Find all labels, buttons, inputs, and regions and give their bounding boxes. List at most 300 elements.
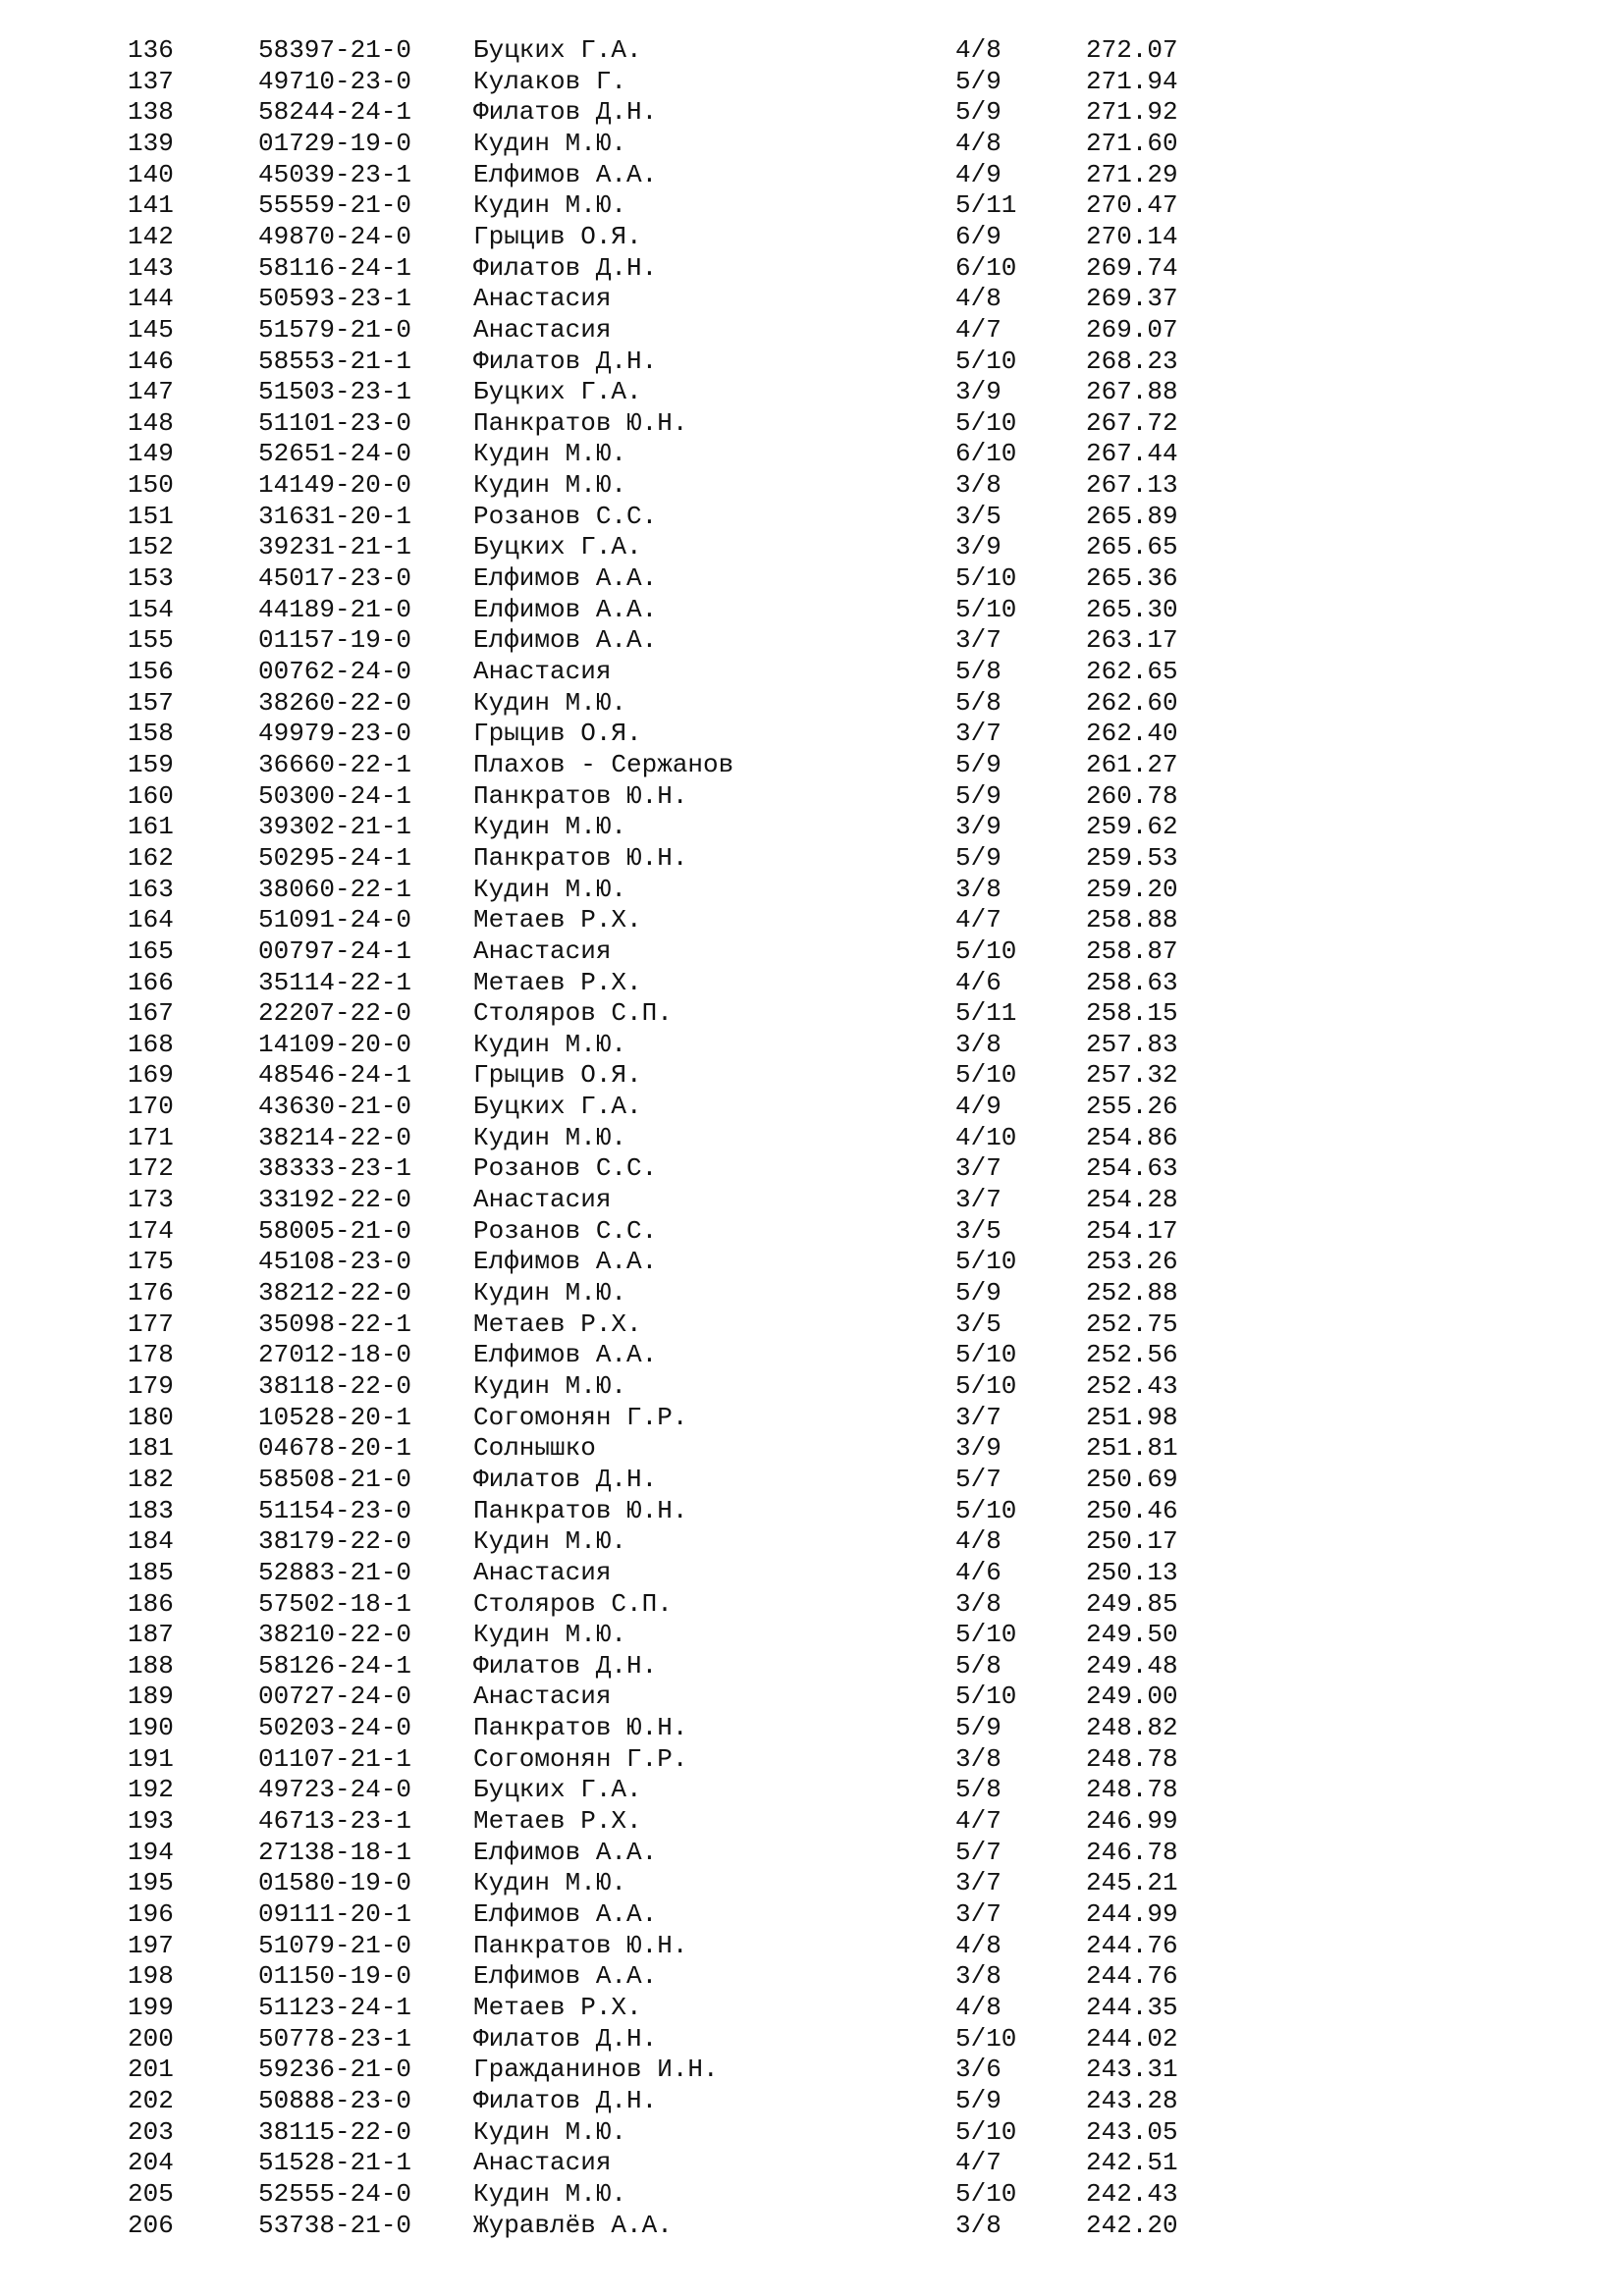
table-row [0, 875, 1624, 905]
score-ratio-cell: 5/9 [955, 1713, 1001, 1743]
rank-cell: 140 [128, 159, 174, 189]
record-id-cell: 38179-22-0 [258, 1526, 412, 1557]
table-row [0, 1526, 1624, 1557]
record-id-cell: 10528-20-1 [258, 1402, 412, 1432]
rank-cell: 165 [128, 935, 174, 966]
record-id-cell: 38118-22-0 [258, 1370, 412, 1401]
author-name-cell: Анастасия [473, 1185, 612, 1215]
author-name-cell: Согомонян Г.Р. [473, 1743, 688, 1774]
rating-value-cell: 269.74 [1086, 252, 1178, 283]
score-ratio-cell: 4/7 [955, 1806, 1001, 1837]
score-ratio-cell: 5/7 [955, 1464, 1001, 1494]
table-row [0, 439, 1624, 469]
rating-value-cell: 252.88 [1086, 1278, 1178, 1308]
record-id-cell: 38060-22-1 [258, 874, 412, 904]
rank-cell: 206 [128, 2210, 174, 2240]
table-row [0, 35, 1624, 66]
author-name-cell: Розанов С.С. [473, 501, 658, 531]
rating-value-cell: 259.53 [1086, 842, 1178, 873]
author-name-cell: Филатов Д.Н. [473, 2023, 658, 2054]
author-name-cell: Кудин М.Ю. [473, 1620, 627, 1650]
rating-value-cell: 265.89 [1086, 501, 1178, 531]
score-ratio-cell: 3/9 [955, 1433, 1001, 1464]
score-ratio-cell: 5/10 [955, 935, 1017, 966]
table-row [0, 1403, 1624, 1433]
author-name-cell: Розанов С.С. [473, 1153, 658, 1184]
record-id-cell: 00797-24-1 [258, 935, 412, 966]
author-name-cell: Панкратов Ю.Н. [473, 780, 688, 811]
score-ratio-cell: 3/9 [955, 532, 1001, 562]
rating-value-cell: 242.20 [1086, 2210, 1178, 2240]
record-id-cell: 57502-18-1 [258, 1588, 412, 1619]
score-ratio-cell: 4/7 [955, 2148, 1001, 2178]
table-row [0, 1309, 1624, 1340]
rank-cell: 161 [128, 812, 174, 842]
table-row [0, 253, 1624, 284]
rating-value-cell: 257.32 [1086, 1060, 1178, 1091]
rating-value-cell: 262.65 [1086, 657, 1178, 686]
author-name-cell: Кудин М.Ю. [473, 1278, 627, 1308]
author-name-cell: Гражданинов И.Н. [473, 2055, 719, 2085]
score-ratio-cell: 5/10 [955, 2178, 1017, 2209]
record-id-cell: 49979-23-0 [258, 719, 412, 749]
table-row [0, 222, 1624, 252]
author-name-cell: Елфимов А.А. [473, 1837, 658, 1867]
table-row [0, 2055, 1624, 2085]
score-ratio-cell: 3/5 [955, 1215, 1001, 1246]
author-name-cell: Столяров С.П. [473, 1588, 673, 1619]
rank-cell: 178 [128, 1340, 174, 1370]
rank-cell: 143 [128, 252, 174, 283]
author-name-cell: Елфимов А.А. [473, 625, 658, 656]
score-ratio-cell: 4/8 [955, 1992, 1001, 2022]
rank-cell: 184 [128, 1526, 174, 1557]
score-ratio-cell: 4/6 [955, 1557, 1001, 1587]
rank-cell: 199 [128, 1992, 174, 2022]
rank-cell: 169 [128, 1060, 174, 1091]
record-id-cell: 51154-23-0 [258, 1495, 412, 1525]
rank-cell: 159 [128, 749, 174, 779]
author-name-cell: Филатов Д.Н. [473, 1464, 658, 1494]
record-id-cell: 49723-24-0 [258, 1775, 412, 1805]
table-row [0, 2179, 1624, 2210]
record-id-cell: 58126-24-1 [258, 1650, 412, 1681]
rating-value-cell: 267.44 [1086, 439, 1178, 469]
rating-value-cell: 258.88 [1086, 905, 1178, 935]
record-id-cell: 52883-21-0 [258, 1557, 412, 1587]
rank-cell: 167 [128, 998, 174, 1029]
record-id-cell: 51123-24-1 [258, 1992, 412, 2022]
record-id-cell: 52555-24-0 [258, 2178, 412, 2209]
rank-cell: 177 [128, 1308, 174, 1339]
rank-cell: 164 [128, 905, 174, 935]
author-name-cell: Анастасия [473, 284, 612, 314]
rank-cell: 183 [128, 1495, 174, 1525]
rank-cell: 186 [128, 1588, 174, 1619]
rank-cell: 172 [128, 1153, 174, 1184]
rating-value-cell: 267.13 [1086, 470, 1178, 501]
rank-cell: 162 [128, 842, 174, 873]
score-ratio-cell: 3/7 [955, 1868, 1001, 1898]
author-name-cell: Кудин М.Ю. [473, 190, 627, 221]
author-name-cell: Грыцив О.Я. [473, 1060, 642, 1091]
author-name-cell: Розанов С.С. [473, 1215, 658, 1246]
record-id-cell: 27138-18-1 [258, 1837, 412, 1867]
table-row [0, 1589, 1624, 1620]
rating-value-cell: 242.51 [1086, 2148, 1178, 2178]
table-row [0, 1496, 1624, 1526]
rank-cell: 197 [128, 1930, 174, 1960]
table-row [0, 1651, 1624, 1682]
rating-value-cell: 262.40 [1086, 719, 1178, 749]
table-row [0, 936, 1624, 967]
record-id-cell: 45017-23-0 [258, 563, 412, 594]
rating-value-cell: 270.47 [1086, 190, 1178, 221]
rank-cell: 188 [128, 1650, 174, 1681]
table-row [0, 2086, 1624, 2116]
record-id-cell: 00727-24-0 [258, 1682, 412, 1712]
author-name-cell: Кудин М.Ю. [473, 1868, 627, 1898]
rank-cell: 152 [128, 532, 174, 562]
table-row [0, 812, 1624, 842]
table-row [0, 1868, 1624, 1898]
rating-value-cell: 269.37 [1086, 284, 1178, 314]
table-row [0, 2211, 1624, 2241]
rating-value-cell: 243.05 [1086, 2116, 1178, 2147]
score-ratio-cell: 5/10 [955, 346, 1017, 376]
table-row [0, 1465, 1624, 1495]
author-name-cell: Филатов Д.Н. [473, 252, 658, 283]
table-row [0, 2148, 1624, 2178]
table-row [0, 1247, 1624, 1277]
table-row [0, 1433, 1624, 1464]
record-id-cell: 58553-21-1 [258, 346, 412, 376]
author-name-cell: Солнышко [473, 1433, 596, 1464]
table-row [0, 1931, 1624, 1961]
author-name-cell: Буцких Г.А. [473, 532, 642, 562]
score-ratio-cell: 3/9 [955, 377, 1001, 407]
score-ratio-cell: 4/8 [955, 35, 1001, 65]
rating-value-cell: 271.94 [1086, 66, 1178, 96]
author-name-cell: Анастасия [473, 935, 612, 966]
author-name-cell: Кудин М.Ю. [473, 874, 627, 904]
rank-cell: 156 [128, 657, 174, 686]
rating-value-cell: 250.13 [1086, 1557, 1178, 1587]
author-name-cell: Кудин М.Ю. [473, 470, 627, 501]
record-id-cell: 01580-19-0 [258, 1868, 412, 1898]
rank-cell: 136 [128, 35, 174, 65]
record-id-cell: 51579-21-0 [258, 314, 412, 345]
rating-value-cell: 258.87 [1086, 935, 1178, 966]
rank-cell: 196 [128, 1899, 174, 1929]
table-row [0, 781, 1624, 812]
table-row [0, 532, 1624, 562]
author-name-cell: Метаев Р.Х. [473, 1992, 642, 2022]
record-id-cell: 52651-24-0 [258, 439, 412, 469]
record-id-cell: 38214-22-0 [258, 1122, 412, 1152]
score-ratio-cell: 3/7 [955, 1153, 1001, 1184]
table-row [0, 2024, 1624, 2055]
author-name-cell: Кудин М.Ю. [473, 128, 627, 158]
rating-value-cell: 265.65 [1086, 532, 1178, 562]
table-row [0, 1993, 1624, 2023]
score-ratio-cell: 4/10 [955, 1122, 1017, 1152]
author-name-cell: Метаев Р.Х. [473, 905, 642, 935]
rank-cell: 205 [128, 2178, 174, 2209]
score-ratio-cell: 5/10 [955, 2116, 1017, 2147]
rank-cell: 190 [128, 1713, 174, 1743]
author-name-cell: Буцких Г.А. [473, 35, 642, 65]
table-row [0, 347, 1624, 377]
rating-value-cell: 244.99 [1086, 1899, 1178, 1929]
author-name-cell: Елфимов А.А. [473, 1247, 658, 1277]
table-row [0, 1278, 1624, 1308]
rank-cell: 185 [128, 1557, 174, 1587]
author-name-cell: Филатов Д.Н. [473, 346, 658, 376]
record-id-cell: 50203-24-0 [258, 1713, 412, 1743]
rank-cell: 154 [128, 594, 174, 624]
table-row [0, 1620, 1624, 1650]
table-row [0, 1899, 1624, 1930]
score-ratio-cell: 3/8 [955, 1029, 1001, 1059]
record-id-cell: 48546-24-1 [258, 1060, 412, 1091]
author-name-cell: Анастасия [473, 1682, 612, 1712]
rating-value-cell: 254.28 [1086, 1185, 1178, 1215]
rating-value-cell: 248.82 [1086, 1713, 1178, 1743]
score-ratio-cell: 5/10 [955, 1620, 1017, 1650]
author-name-cell: Буцких Г.А. [473, 1092, 642, 1122]
rating-value-cell: 250.17 [1086, 1526, 1178, 1557]
rating-value-cell: 268.23 [1086, 346, 1178, 376]
author-name-cell: Елфимов А.А. [473, 1340, 658, 1370]
author-name-cell: Кудин М.Ю. [473, 2178, 627, 2209]
table-row [0, 1744, 1624, 1775]
table-row [0, 470, 1624, 501]
rating-value-cell: 244.35 [1086, 1992, 1178, 2022]
record-id-cell: 39231-21-1 [258, 532, 412, 562]
table-row [0, 97, 1624, 128]
author-name-cell: Кудин М.Ю. [473, 1029, 627, 1059]
score-ratio-cell: 5/9 [955, 780, 1001, 811]
rank-cell: 148 [128, 407, 174, 438]
record-id-cell: 31631-20-1 [258, 501, 412, 531]
score-ratio-cell: 5/10 [955, 1370, 1017, 1401]
rank-cell: 155 [128, 625, 174, 656]
score-ratio-cell: 3/7 [955, 1402, 1001, 1432]
rank-cell: 141 [128, 190, 174, 221]
table-row [0, 1713, 1624, 1743]
table-row [0, 1682, 1624, 1712]
record-id-cell: 01157-19-0 [258, 625, 412, 656]
table-row [0, 843, 1624, 874]
table-row [0, 998, 1624, 1029]
rating-value-cell: 243.31 [1086, 2055, 1178, 2085]
rating-value-cell: 257.83 [1086, 1029, 1178, 1059]
rating-value-cell: 265.30 [1086, 594, 1178, 624]
score-ratio-cell: 5/10 [955, 563, 1017, 594]
record-id-cell: 38115-22-0 [258, 2116, 412, 2147]
score-ratio-cell: 6/9 [955, 221, 1001, 251]
author-name-cell: Филатов Д.Н. [473, 97, 658, 128]
rank-cell: 193 [128, 1806, 174, 1837]
record-id-cell: 14109-20-0 [258, 1029, 412, 1059]
record-id-cell: 50778-23-1 [258, 2023, 412, 2054]
rank-cell: 181 [128, 1433, 174, 1464]
table-row [0, 657, 1624, 687]
table-row [0, 1060, 1624, 1091]
rating-value-cell: 259.20 [1086, 874, 1178, 904]
rank-cell: 163 [128, 874, 174, 904]
rating-value-cell: 244.76 [1086, 1961, 1178, 1992]
rating-value-cell: 271.92 [1086, 97, 1178, 128]
record-id-cell: 58116-24-1 [258, 252, 412, 283]
rank-cell: 170 [128, 1092, 174, 1122]
score-ratio-cell: 5/8 [955, 1775, 1001, 1805]
record-id-cell: 33192-22-0 [258, 1185, 412, 1215]
rating-value-cell: 249.85 [1086, 1588, 1178, 1619]
record-id-cell: 53738-21-0 [258, 2210, 412, 2240]
author-name-cell: Кудин М.Ю. [473, 1370, 627, 1401]
record-id-cell: 44189-21-0 [258, 594, 412, 624]
rank-cell: 194 [128, 1837, 174, 1867]
author-name-cell: Елфимов А.А. [473, 1961, 658, 1992]
rating-value-cell: 263.17 [1086, 625, 1178, 656]
rating-value-cell: 262.60 [1086, 687, 1178, 718]
record-id-cell: 51528-21-1 [258, 2148, 412, 2178]
rating-value-cell: 254.63 [1086, 1153, 1178, 1184]
author-name-cell: Грыцив О.Я. [473, 719, 642, 749]
score-ratio-cell: 4/8 [955, 128, 1001, 158]
table-row [0, 1216, 1624, 1247]
rank-cell: 149 [128, 439, 174, 469]
rating-value-cell: 251.98 [1086, 1402, 1178, 1432]
score-ratio-cell: 5/11 [955, 998, 1017, 1029]
score-ratio-cell: 5/9 [955, 749, 1001, 779]
rank-cell: 158 [128, 719, 174, 749]
author-name-cell: Анастасия [473, 314, 612, 345]
record-id-cell: 35114-22-1 [258, 967, 412, 997]
table-row [0, 968, 1624, 998]
rank-cell: 160 [128, 780, 174, 811]
rating-value-cell: 249.00 [1086, 1682, 1178, 1712]
rank-cell: 180 [128, 1402, 174, 1432]
rating-value-cell: 265.36 [1086, 563, 1178, 594]
score-ratio-cell: 3/8 [955, 874, 1001, 904]
score-ratio-cell: 5/7 [955, 1837, 1001, 1867]
rank-cell: 192 [128, 1775, 174, 1805]
rating-value-cell: 259.62 [1086, 812, 1178, 842]
rank-cell: 182 [128, 1464, 174, 1494]
rank-cell: 150 [128, 470, 174, 501]
table-row [0, 1123, 1624, 1153]
rank-cell: 168 [128, 1029, 174, 1059]
author-name-cell: Метаев Р.Х. [473, 1308, 642, 1339]
rank-cell: 139 [128, 128, 174, 158]
table-row [0, 1092, 1624, 1122]
score-ratio-cell: 3/7 [955, 1185, 1001, 1215]
rating-value-cell: 252.43 [1086, 1370, 1178, 1401]
score-ratio-cell: 4/9 [955, 1092, 1001, 1122]
rank-cell: 146 [128, 346, 174, 376]
rating-value-cell: 254.86 [1086, 1122, 1178, 1152]
author-name-cell: Кудин М.Ю. [473, 812, 627, 842]
rating-value-cell: 248.78 [1086, 1775, 1178, 1805]
author-name-cell: Столяров С.П. [473, 998, 673, 1029]
score-ratio-cell: 4/7 [955, 905, 1001, 935]
score-ratio-cell: 3/5 [955, 1308, 1001, 1339]
author-name-cell: Панкратов Ю.Н. [473, 407, 688, 438]
rating-value-cell: 252.56 [1086, 1340, 1178, 1370]
score-ratio-cell: 3/5 [955, 501, 1001, 531]
rank-cell: 202 [128, 2085, 174, 2115]
score-ratio-cell: 5/10 [955, 407, 1017, 438]
rating-value-cell: 258.63 [1086, 967, 1178, 997]
score-ratio-cell: 5/8 [955, 687, 1001, 718]
rank-cell: 176 [128, 1278, 174, 1308]
record-id-cell: 35098-22-1 [258, 1308, 412, 1339]
record-id-cell: 36660-22-1 [258, 749, 412, 779]
rank-cell: 191 [128, 1743, 174, 1774]
score-ratio-cell: 3/6 [955, 2055, 1001, 2085]
author-name-cell: Анастасия [473, 657, 612, 686]
score-ratio-cell: 5/9 [955, 842, 1001, 873]
score-ratio-cell: 4/7 [955, 314, 1001, 345]
rating-value-cell: 253.26 [1086, 1247, 1178, 1277]
record-id-cell: 43630-21-0 [258, 1092, 412, 1122]
table-row [0, 563, 1624, 594]
record-id-cell: 01107-21-1 [258, 1743, 412, 1774]
record-id-cell: 38333-23-1 [258, 1153, 412, 1184]
author-name-cell: Кулаков Г. [473, 66, 627, 96]
rating-value-cell: 271.60 [1086, 128, 1178, 158]
score-ratio-cell: 4/8 [955, 284, 1001, 314]
table-row [0, 905, 1624, 935]
record-id-cell: 27012-18-0 [258, 1340, 412, 1370]
record-id-cell: 38210-22-0 [258, 1620, 412, 1650]
author-name-cell: Панкратов Ю.Н. [473, 1495, 688, 1525]
author-name-cell: Метаев Р.Х. [473, 967, 642, 997]
record-id-cell: 51101-23-0 [258, 407, 412, 438]
rating-value-cell: 261.27 [1086, 749, 1178, 779]
rank-cell: 189 [128, 1682, 174, 1712]
record-id-cell: 51503-23-1 [258, 377, 412, 407]
rank-cell: 201 [128, 2055, 174, 2085]
author-name-cell: Филатов Д.Н. [473, 2085, 658, 2115]
rating-value-cell: 243.28 [1086, 2085, 1178, 2115]
score-ratio-cell: 5/10 [955, 594, 1017, 624]
table-row [0, 625, 1624, 656]
score-ratio-cell: 3/8 [955, 470, 1001, 501]
score-ratio-cell: 5/9 [955, 1278, 1001, 1308]
score-ratio-cell: 3/7 [955, 625, 1001, 656]
author-name-cell: Кудин М.Ю. [473, 2116, 627, 2147]
record-id-cell: 49870-24-0 [258, 221, 412, 251]
record-id-cell: 58244-24-1 [258, 97, 412, 128]
rating-value-cell: 244.76 [1086, 1930, 1178, 1960]
table-row [0, 408, 1624, 439]
record-id-cell: 50300-24-1 [258, 780, 412, 811]
rank-cell: 187 [128, 1620, 174, 1650]
rank-cell: 151 [128, 501, 174, 531]
score-ratio-cell: 3/8 [955, 1743, 1001, 1774]
rank-cell: 203 [128, 2116, 174, 2147]
table-row [0, 2117, 1624, 2148]
score-ratio-cell: 5/8 [955, 1650, 1001, 1681]
record-id-cell: 58397-21-0 [258, 35, 412, 65]
record-id-cell: 55559-21-0 [258, 190, 412, 221]
score-ratio-cell: 6/10 [955, 439, 1017, 469]
rank-cell: 179 [128, 1370, 174, 1401]
